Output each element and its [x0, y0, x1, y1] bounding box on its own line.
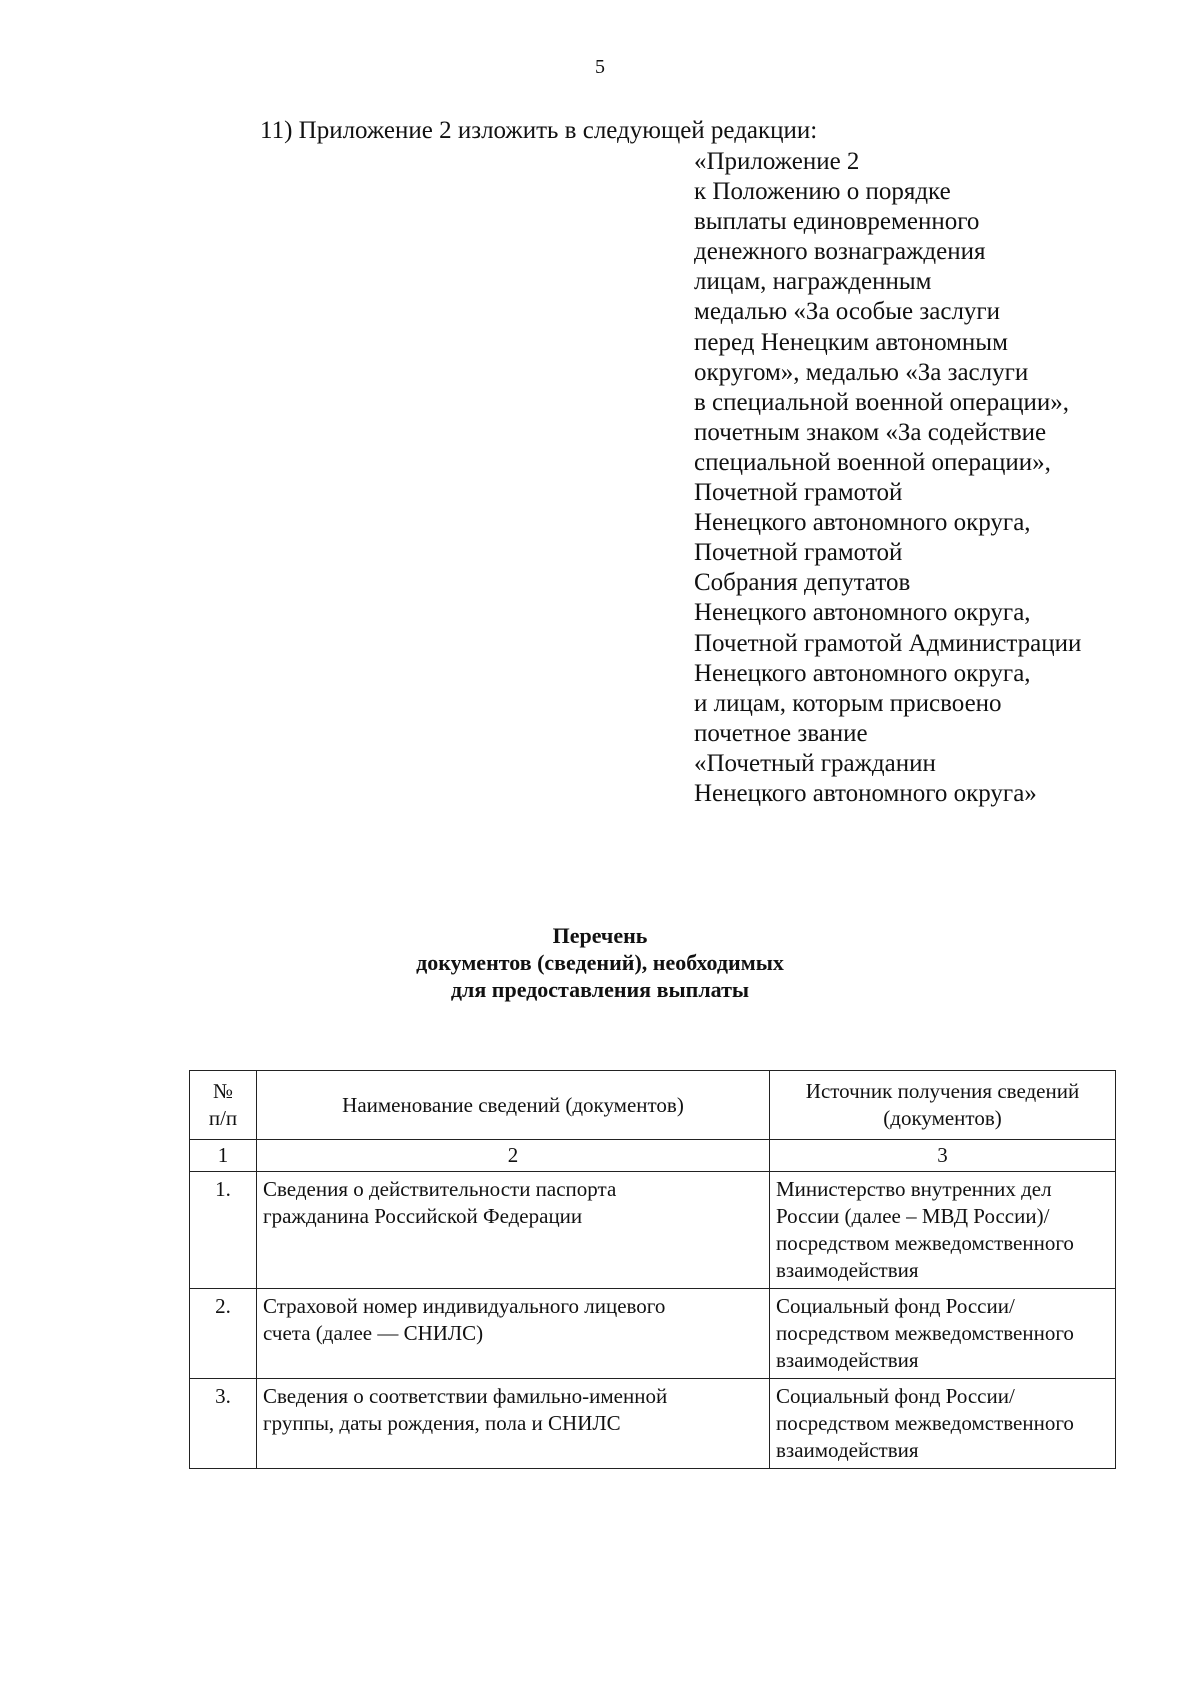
row-name-line: Сведения о действительности паспорта [263, 1177, 617, 1201]
appendix-header-line: округом», медалью «За заслуги [694, 358, 1029, 386]
row-name-line: Сведения о соответствии фамильно-именной [263, 1384, 668, 1408]
header-source-line: Источник получения сведений [805, 1079, 1080, 1103]
appendix-header-line: выплаты единовременного [694, 208, 980, 236]
appendix-header-line: «Почетный гражданин [694, 749, 936, 777]
list-title-line: документов (сведений), необходимых [416, 950, 784, 975]
appendix-header-line: «Приложение 2 [694, 148, 860, 175]
list-title-line: для предоставления выплаты [450, 977, 750, 1002]
row-source-line: взаимодействия [776, 1348, 919, 1372]
header-num-line: п/п [208, 1106, 238, 1130]
column-number-row [190, 1140, 1116, 1172]
header-num-line: № [212, 1079, 234, 1103]
header-source [770, 1071, 1116, 1140]
column-number: 2 [257, 1140, 770, 1172]
appendix-header-line: перед Ненецким автономным [694, 328, 1008, 356]
row-source [770, 1172, 1116, 1289]
appendix-header-line: Ненецкого автономного округа» [694, 779, 1037, 807]
appendix-header-line: Ненецкого автономного округа, [694, 599, 1031, 627]
appendix-header-line: в специальной военной операции», [694, 388, 1069, 416]
appendix-header-line: к Положению о порядке [694, 178, 951, 206]
row-name [257, 1379, 770, 1469]
row-source-line: посредством межведомственного [776, 1231, 1074, 1255]
list-title-line: Перечень [552, 923, 648, 948]
appendix-header-line: Собрания депутатов [694, 569, 911, 597]
appendix-header-line: специальной военной операции», [694, 448, 1051, 476]
appendix-header-line: Ненецкого автономного округа, [694, 659, 1031, 687]
table-header-row [190, 1071, 1116, 1140]
column-number: 3 [770, 1140, 1116, 1172]
header-source-line: (документов) [883, 1106, 1002, 1130]
appendix-header-line: лицам, награжденным [694, 268, 932, 296]
row-name-line: Страховой номер индивидуального лицевого [263, 1294, 666, 1318]
row-source [770, 1379, 1116, 1469]
documents-table [189, 1070, 1116, 1469]
table-row [190, 1289, 1116, 1379]
row-source-line: Министерство внутренних дел [776, 1177, 1052, 1201]
column-number: 1 [190, 1140, 257, 1172]
table-row [190, 1379, 1116, 1469]
page-number: 5 [595, 56, 605, 78]
appendix-header-line: Ненецкого автономного округа, [694, 509, 1031, 537]
row-source [770, 1289, 1116, 1379]
row-source-line: Социальный фонд России/ [776, 1294, 1015, 1318]
row-name [257, 1172, 770, 1289]
row-name-line: группы, даты рождения, пола и СНИЛС [263, 1411, 621, 1435]
row-source-line: посредством межведомственного [776, 1321, 1074, 1345]
row-source-line: взаимодействия [776, 1258, 919, 1282]
row-name-line: счета (далее — СНИЛС) [263, 1321, 484, 1345]
row-number: 2. [190, 1289, 257, 1379]
list-title [0, 922, 1200, 1003]
row-number: 3. [190, 1379, 257, 1469]
row-number: 1. [190, 1172, 257, 1289]
appendix-header-line: почетным знаком «За содействие [694, 418, 1047, 446]
amendment-line: 11) Приложение 2 изложить в следующей редакции: [260, 117, 818, 144]
appendix-header [694, 147, 1081, 809]
appendix-header-line: и лицам, которым присвоено [694, 689, 1002, 717]
row-source-line: Социальный фонд России/ [776, 1384, 1015, 1408]
header-name: Наименование сведений (документов) [257, 1071, 770, 1140]
row-name-line: гражданина Российской Федерации [263, 1204, 583, 1228]
row-source-line: посредством межведомственного [776, 1411, 1074, 1435]
table-row [190, 1172, 1116, 1289]
header-num [190, 1071, 257, 1140]
row-name [257, 1289, 770, 1379]
appendix-header-line: Почетной грамотой Администрации [694, 629, 1082, 657]
appendix-header-line: Почетной грамотой [694, 539, 903, 567]
appendix-header-line: Почетной грамотой [694, 479, 903, 507]
appendix-header-line: медалью «За особые заслуги [694, 298, 1001, 326]
row-source-line: России (далее – МВД России)/ [776, 1204, 1050, 1228]
row-source-line: взаимодействия [776, 1438, 919, 1462]
appendix-header-line: почетное звание [694, 719, 868, 747]
appendix-header-line: денежного вознаграждения [694, 238, 986, 266]
